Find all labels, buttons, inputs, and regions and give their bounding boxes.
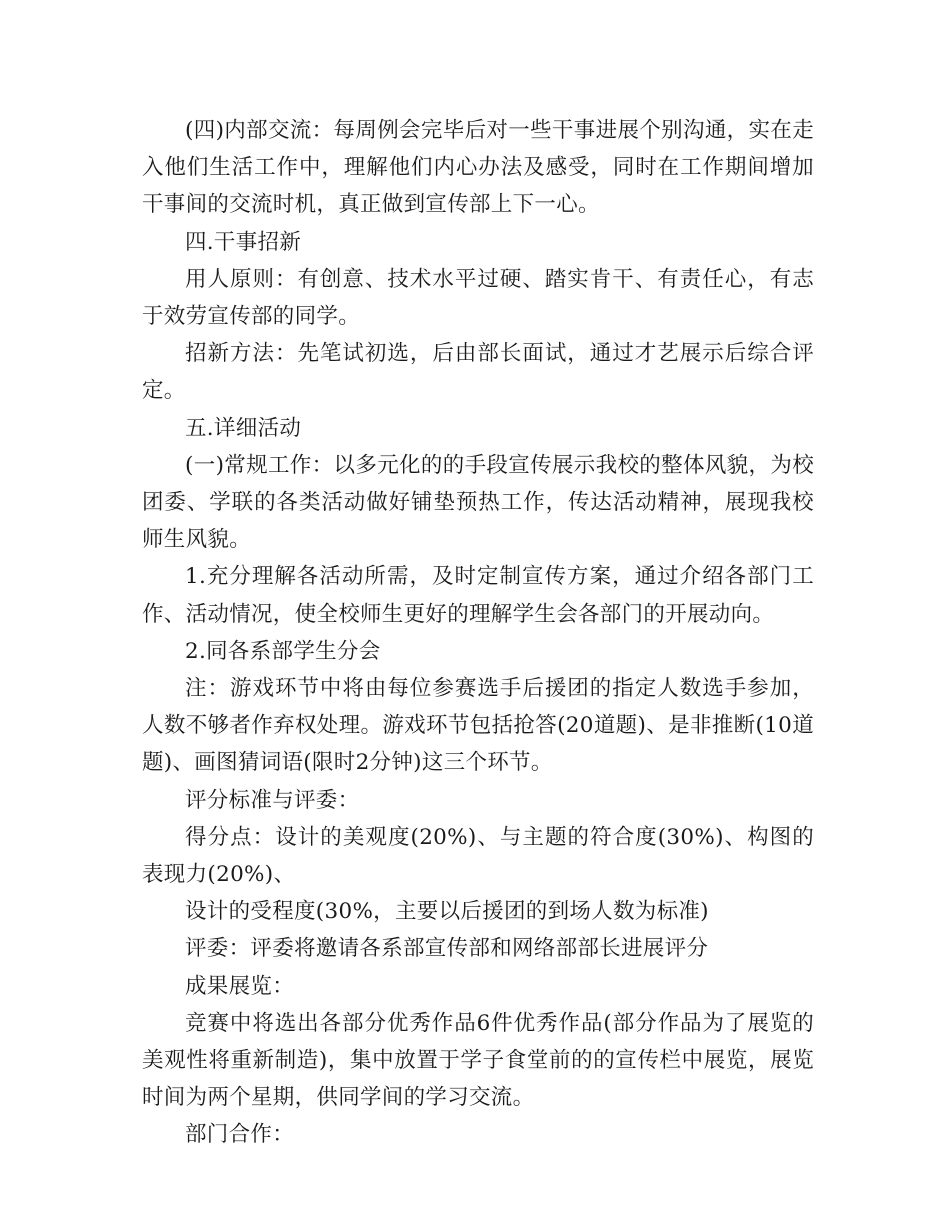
paragraph-hiring-principles: 用人原则：有创意、技术水平过硬、踏实肯干、有责任心，有志于效劳宣传部的同学。 — [142, 266, 814, 330]
paragraph-scoring-points: 得分点：设计的美观度(20%)、与主题的符合度(30%)、构图的表现力(20%)、 — [142, 824, 814, 888]
heading-recruitment: 四.干事招新 — [185, 229, 302, 255]
paragraph-recruitment-method: 招新方法：先笔试初选，后由部长面试，通过才艺展示后综合评定。 — [142, 341, 814, 404]
heading-exhibition: 成果展览： — [185, 973, 295, 999]
heading-scoring-and-judges: 评分标准与评委： — [185, 787, 360, 813]
paragraph-design-reception: 设计的受程度(30%，主要以后援团的到场人数为标准) — [185, 899, 709, 925]
heading-department-cooperation: 部门合作： — [185, 1122, 295, 1148]
heading-detailed-activities: 五.详细活动 — [185, 415, 302, 441]
paragraph-item-1: 1.充分理解各活动所需，及时定制宣传方案，通过介绍各部门工作、活动情况，使全校师生更好的理解学生会各部门的开展动向。 — [142, 564, 814, 627]
paragraph-item-2: 2.同各系部学生分会 — [185, 638, 381, 664]
paragraph-note: 注：游戏环节中将由每位参赛选手后援团的指定人数选手参加，人数不够者作弃权处理。游戏环节包括抢答(20道题)、是非推断(10道题)、画图猜词语(限时2分钟)这三个环节。 — [142, 676, 814, 776]
paragraph-judges: 评委：评委将邀请各系部宣传部和网络部部长进展评分 — [185, 936, 709, 962]
paragraph-internal-communication: (四)内部交流：每周例会完毕后对一些干事进展个别沟通，实在走入他们生活工作中，理解他们内心办法及感受，同时在工作期间增加干事间的交流时机，真正做到宣传部上下一心。 — [142, 118, 814, 218]
document-body — [142, 112, 814, 1154]
paragraph-routine-work: (一)常规工作：以多元化的的手段宣传展示我校的整体风貌，为校团委、学联的各类活动做好铺垫预热工作，传达活动精神，展现我校师生风貌。 — [142, 452, 814, 553]
paragraph-exhibition: 竞赛中将选出各部分优秀作品6件优秀作品(部分作品为了展览的美观性将重新制造)，集中放置于学子食堂前的的宣传栏中展览，展览时间为两个星期，供同学间的学习交流。 — [142, 1010, 814, 1111]
